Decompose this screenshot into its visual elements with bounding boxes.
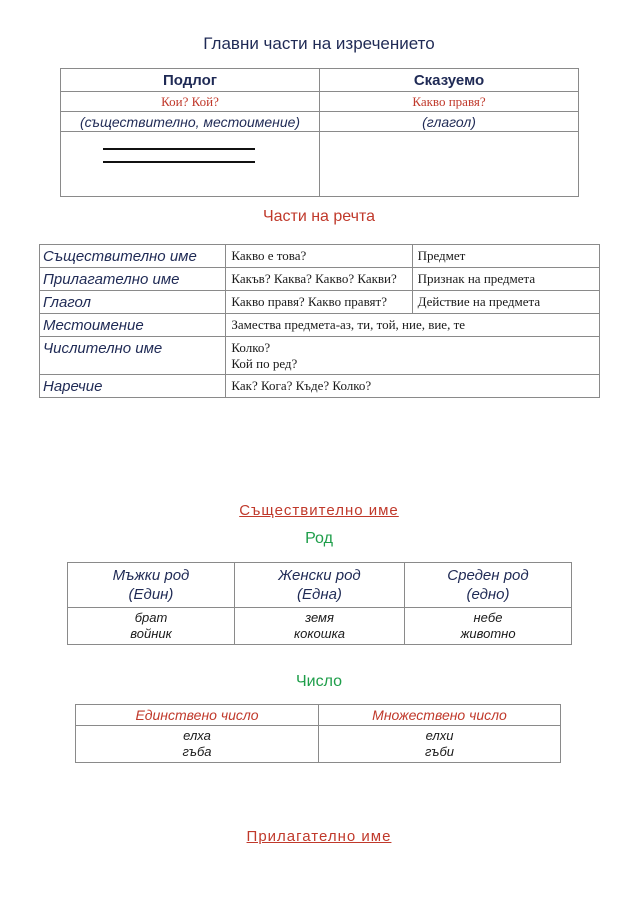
masculine-title: Мъжки род <box>112 567 190 584</box>
neuter-title: Среден род <box>447 567 529 584</box>
noun-heading-text: Съществително име <box>239 502 399 519</box>
part-question: Какво е това? <box>226 245 412 268</box>
example-word: елхи <box>425 728 454 743</box>
plural-header: Множествено число <box>319 705 561 726</box>
example-word: кокошка <box>294 626 345 641</box>
feminine-header <box>235 563 405 608</box>
part-name: Наречие <box>40 375 226 398</box>
part-question: Какъв? Каква? Какво? Какви? <box>226 268 412 291</box>
subject-question: Кои? Кой? <box>61 92 320 112</box>
part-question: Замества предмета-аз, ти, той, ние, вие, те <box>226 314 600 337</box>
example-word: земя <box>305 610 334 625</box>
underline-double <box>103 161 255 163</box>
neuter-sub: (едно) <box>466 586 510 603</box>
adjective-heading-text: Прилагателно име <box>246 828 392 845</box>
part-name: Съществително име <box>40 245 226 268</box>
example-word: брат <box>134 610 168 625</box>
part-meaning: Действие на предмета <box>412 291 599 314</box>
part-name: Глагол <box>40 291 226 314</box>
table-row <box>40 314 600 337</box>
example-word: небе <box>473 610 503 625</box>
table-row <box>68 563 572 608</box>
main-parts-table <box>60 68 579 197</box>
page-title: Главни части на изречението <box>203 34 435 53</box>
part-name: Местоимение <box>40 314 226 337</box>
predicate-question: Какво правя? <box>320 92 579 112</box>
masculine-sub: (Един) <box>128 586 174 603</box>
part-question: Какво правя? Какво правят? <box>226 291 412 314</box>
part-question: Колко? Кой по ред? <box>226 337 600 375</box>
table-row <box>68 608 572 645</box>
example-word: животно <box>460 626 516 641</box>
parts-heading: Части на речта <box>262 208 376 225</box>
subject-pos: (съществително, местоимение) <box>61 112 320 132</box>
example-word: войник <box>130 626 172 641</box>
table-row <box>40 375 600 398</box>
plural-examples <box>319 726 561 763</box>
table-row <box>40 245 600 268</box>
masculine-examples <box>68 608 235 645</box>
number-heading: Число <box>295 673 342 690</box>
table-row <box>40 291 600 314</box>
adjective-heading <box>0 828 638 845</box>
example-word: елха <box>183 728 211 743</box>
number-table <box>75 704 561 763</box>
singular-examples <box>76 726 319 763</box>
feminine-sub: (Една) <box>297 586 342 603</box>
subject-blank-cell <box>61 132 320 197</box>
part-name: Числително име <box>40 337 226 375</box>
predicate-blank-cell <box>320 132 579 197</box>
underline-single <box>103 148 255 150</box>
gender-table <box>67 562 572 645</box>
parts-of-speech-table <box>39 244 600 398</box>
neuter-examples <box>405 608 572 645</box>
predicate-header: Сказуемо <box>320 69 579 92</box>
example-word: гъби <box>424 744 455 759</box>
table-row <box>76 705 561 726</box>
part-meaning: Предмет <box>412 245 599 268</box>
masculine-header <box>68 563 235 608</box>
feminine-title: Женски род <box>278 567 361 584</box>
gender-heading: Род <box>305 530 333 547</box>
part-name: Прилагателно име <box>40 268 226 291</box>
subject-header: Подлог <box>61 69 320 92</box>
part-meaning: Признак на предмета <box>412 268 599 291</box>
neuter-header <box>405 563 572 608</box>
table-row <box>40 268 600 291</box>
example-word: гъба <box>182 744 212 759</box>
feminine-examples <box>235 608 405 645</box>
singular-header: Единствено число <box>76 705 319 726</box>
table-row <box>76 726 561 763</box>
noun-heading <box>0 502 638 519</box>
table-row <box>40 337 600 375</box>
predicate-pos: (глагол) <box>320 112 579 132</box>
part-question: Как? Кога? Къде? Колко? <box>226 375 600 398</box>
